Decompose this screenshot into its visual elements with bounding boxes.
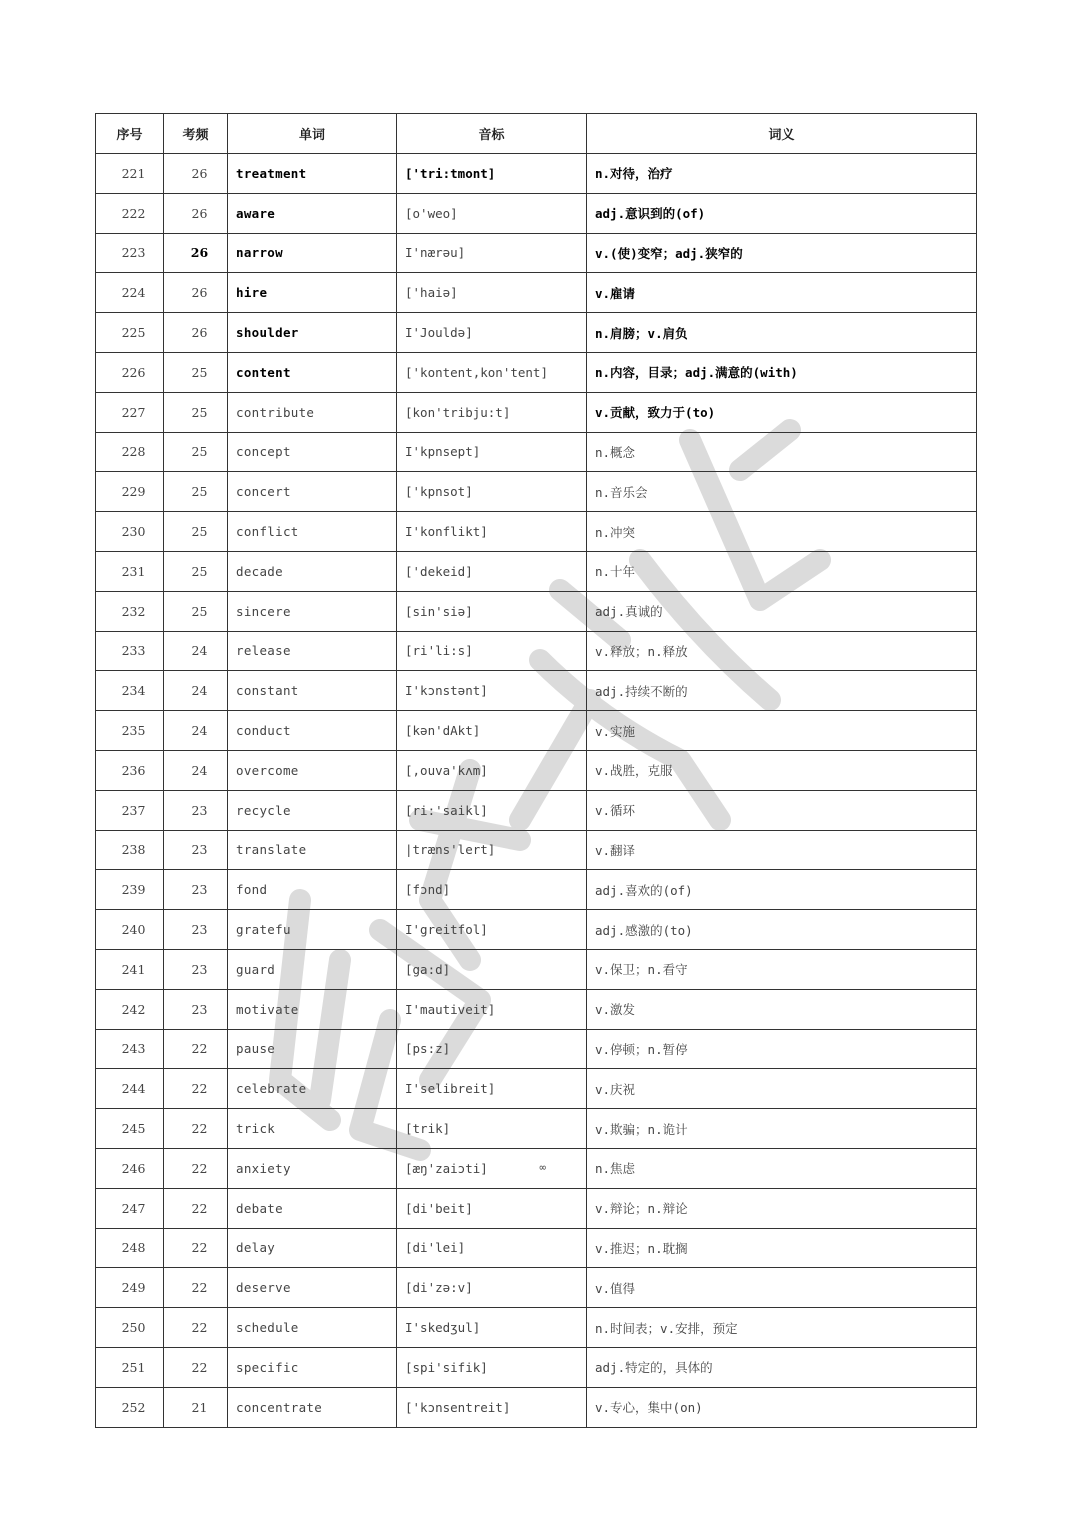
row-frequency: 25 <box>164 432 228 472</box>
header-phonetic: 音标 <box>397 114 587 154</box>
row-phonetic: [di'lei] <box>397 1228 587 1268</box>
row-index: 247 <box>96 1188 164 1228</box>
table-row <box>96 392 977 432</box>
row-meaning: adj.持续不断的 <box>587 671 977 711</box>
row-meaning: v.辩论；n.辩论 <box>587 1188 977 1228</box>
row-phonetic: [ga:d] <box>397 949 587 989</box>
row-index: 240 <box>96 910 164 950</box>
row-index: 243 <box>96 1029 164 1069</box>
table-header-row <box>96 114 977 154</box>
row-word: celebrate <box>228 1069 397 1109</box>
row-word: gratefu <box>228 910 397 950</box>
table-row <box>96 472 977 512</box>
row-meaning: v.战胜，克服 <box>587 750 977 790</box>
table-row <box>96 671 977 711</box>
row-frequency: 24 <box>164 750 228 790</box>
row-index: 239 <box>96 870 164 910</box>
row-phonetic: I'nærəu] <box>397 233 587 273</box>
row-frequency: 22 <box>164 1148 228 1188</box>
row-phonetic: I'selibreit] <box>397 1069 587 1109</box>
row-word: trick <box>228 1109 397 1149</box>
row-meaning: v.雇请 <box>587 273 977 313</box>
table-row <box>96 830 977 870</box>
row-phonetic: [trik] <box>397 1109 587 1149</box>
table-row <box>96 352 977 392</box>
row-phonetic: [di'beit] <box>397 1188 587 1228</box>
row-meaning: v.保卫；n.看守 <box>587 949 977 989</box>
row-index: 237 <box>96 790 164 830</box>
row-meaning: v.推迟；n.耽搁 <box>587 1228 977 1268</box>
row-word: recycle <box>228 790 397 830</box>
row-word: decade <box>228 551 397 591</box>
row-word: guard <box>228 949 397 989</box>
row-index: 250 <box>96 1308 164 1348</box>
table-row <box>96 1228 977 1268</box>
row-frequency: 22 <box>164 1029 228 1069</box>
row-phonetic: |træns'lert] <box>397 830 587 870</box>
table-row <box>96 512 977 552</box>
row-word: release <box>228 631 397 671</box>
row-meaning: v.释放；n.释放 <box>587 631 977 671</box>
row-index: 230 <box>96 512 164 552</box>
row-word: fond <box>228 870 397 910</box>
row-word: motivate <box>228 989 397 1029</box>
row-index: 225 <box>96 313 164 353</box>
row-index: 246 <box>96 1148 164 1188</box>
row-index: 232 <box>96 591 164 631</box>
row-word: concentrate <box>228 1387 397 1427</box>
row-index: 227 <box>96 392 164 432</box>
table-row <box>96 432 977 472</box>
row-meaning: n.肩膀；v.肩负 <box>587 313 977 353</box>
row-word: delay <box>228 1228 397 1268</box>
row-phonetic: I'Jouldə] <box>397 313 587 353</box>
row-mark: ∞ <box>539 1160 546 1174</box>
table-row <box>96 790 977 830</box>
row-phonetic: ['kɔnsentreit] <box>397 1387 587 1427</box>
row-frequency: 24 <box>164 631 228 671</box>
row-phonetic: [fɔnd] <box>397 870 587 910</box>
row-meaning: n.音乐会 <box>587 472 977 512</box>
row-index: 231 <box>96 551 164 591</box>
row-index: 222 <box>96 193 164 233</box>
row-phonetic: [ri:'saikl] <box>397 790 587 830</box>
row-frequency: 25 <box>164 551 228 591</box>
row-meaning: n.内容，目录；adj.满意的(with) <box>587 352 977 392</box>
row-index: 248 <box>96 1228 164 1268</box>
row-frequency: 22 <box>164 1268 228 1308</box>
row-meaning: adj.意识到的(of) <box>587 193 977 233</box>
row-meaning: v.翻译 <box>587 830 977 870</box>
row-frequency: 22 <box>164 1347 228 1387</box>
row-frequency: 23 <box>164 989 228 1029</box>
table-row <box>96 1109 977 1149</box>
table-row <box>96 154 977 194</box>
row-index: 233 <box>96 631 164 671</box>
row-meaning: v.循环 <box>587 790 977 830</box>
row-phonetic: [kən'dAkt] <box>397 711 587 751</box>
row-frequency: 25 <box>164 472 228 512</box>
row-meaning: n.冲突 <box>587 512 977 552</box>
row-phonetic: ['kontent,kon'tent] <box>397 352 587 392</box>
row-index: 224 <box>96 273 164 313</box>
row-phonetic: I'konflikt] <box>397 512 587 552</box>
row-word: content <box>228 352 397 392</box>
row-frequency: 23 <box>164 910 228 950</box>
table-row <box>96 1308 977 1348</box>
row-frequency: 21 <box>164 1387 228 1427</box>
row-frequency: 25 <box>164 392 228 432</box>
row-phonetic: [ri'li:s] <box>397 631 587 671</box>
row-word: schedule <box>228 1308 397 1348</box>
header-index: 序号 <box>96 114 164 154</box>
row-frequency: 22 <box>164 1308 228 1348</box>
row-frequency: 23 <box>164 949 228 989</box>
row-phonetic: I'kpnsept] <box>397 432 587 472</box>
row-phonetic: I'mautiveit] <box>397 989 587 1029</box>
row-frequency: 26 <box>164 313 228 353</box>
row-index: 223 <box>96 233 164 273</box>
row-meaning: v.专心，集中(on) <box>587 1387 977 1427</box>
row-word: conflict <box>228 512 397 552</box>
row-word: conduct <box>228 711 397 751</box>
table-row <box>96 1029 977 1069</box>
table-row <box>96 551 977 591</box>
row-word: specific <box>228 1347 397 1387</box>
vocabulary-table <box>95 113 977 1428</box>
table-body <box>96 154 977 1428</box>
row-frequency: 26 <box>164 193 228 233</box>
row-meaning: v.欺骗；n.诡计 <box>587 1109 977 1149</box>
table-row <box>96 1069 977 1109</box>
row-word: anxiety <box>228 1148 397 1188</box>
table-row <box>96 1268 977 1308</box>
row-phonetic: ['tri:tmont] <box>397 154 587 194</box>
row-meaning: v.贡献，致力于(to) <box>587 392 977 432</box>
row-word: constant <box>228 671 397 711</box>
row-meaning: n.概念 <box>587 432 977 472</box>
row-phonetic: I'kɔnstənt] <box>397 671 587 711</box>
row-index: 251 <box>96 1347 164 1387</box>
row-word: hire <box>228 273 397 313</box>
row-phonetic: [ps:z] <box>397 1029 587 1069</box>
row-word: overcome <box>228 750 397 790</box>
row-index: 238 <box>96 830 164 870</box>
row-meaning: n.对待，治疗 <box>587 154 977 194</box>
table-row <box>96 870 977 910</box>
row-word: shoulder <box>228 313 397 353</box>
row-phonetic: [di'zə:v] <box>397 1268 587 1308</box>
row-phonetic: [o'weo] <box>397 193 587 233</box>
header-word: 单词 <box>228 114 397 154</box>
row-meaning: adj.特定的，具体的 <box>587 1347 977 1387</box>
table-row <box>96 989 977 1029</box>
row-phonetic: [,ouva'kʌm] <box>397 750 587 790</box>
row-frequency: 23 <box>164 790 228 830</box>
row-word: deserve <box>228 1268 397 1308</box>
table-row <box>96 591 977 631</box>
row-meaning: adj.喜欢的(of) <box>587 870 977 910</box>
row-index: 249 <box>96 1268 164 1308</box>
row-meaning: adj.感激的(to) <box>587 910 977 950</box>
row-phonetic: [spi'sifik] <box>397 1347 587 1387</box>
row-phonetic: ['dekeid] <box>397 551 587 591</box>
row-word: contribute <box>228 392 397 432</box>
row-frequency: 26 <box>164 273 228 313</box>
row-frequency: 25 <box>164 591 228 631</box>
row-meaning: v.值得 <box>587 1268 977 1308</box>
row-frequency: 26 <box>164 154 228 194</box>
table-row <box>96 949 977 989</box>
row-phonetic: I'greitfol] <box>397 910 587 950</box>
table-row <box>96 233 977 273</box>
row-index: 234 <box>96 671 164 711</box>
row-index: 241 <box>96 949 164 989</box>
table-row <box>96 1347 977 1387</box>
row-frequency: 22 <box>164 1188 228 1228</box>
row-word: translate <box>228 830 397 870</box>
table-row <box>96 1148 977 1188</box>
row-word: aware <box>228 193 397 233</box>
table-row <box>96 711 977 751</box>
row-frequency: 24 <box>164 671 228 711</box>
row-meaning: n.十年 <box>587 551 977 591</box>
row-frequency: 25 <box>164 352 228 392</box>
row-meaning: v.实施 <box>587 711 977 751</box>
row-index: 221 <box>96 154 164 194</box>
row-word: narrow <box>228 233 397 273</box>
row-frequency: 26 <box>164 233 228 273</box>
header-frequency: 考频 <box>164 114 228 154</box>
table-row <box>96 1387 977 1427</box>
row-meaning: v.庆祝 <box>587 1069 977 1109</box>
header-meaning: 词义 <box>587 114 977 154</box>
row-index: 235 <box>96 711 164 751</box>
row-phonetic: ['haiə] <box>397 273 587 313</box>
row-word: pause <box>228 1029 397 1069</box>
row-frequency: 23 <box>164 830 228 870</box>
row-phonetic: ['kpnsot] <box>397 472 587 512</box>
row-meaning: adj.真诚的 <box>587 591 977 631</box>
row-phonetic: [kon'tribju:t] <box>397 392 587 432</box>
row-meaning: v.激发 <box>587 989 977 1029</box>
table-row <box>96 1188 977 1228</box>
row-phonetic: I'skedʒul] <box>397 1308 587 1348</box>
row-index: 245 <box>96 1109 164 1149</box>
row-index: 242 <box>96 989 164 1029</box>
row-frequency: 22 <box>164 1228 228 1268</box>
row-index: 229 <box>96 472 164 512</box>
row-word: debate <box>228 1188 397 1228</box>
row-frequency: 25 <box>164 512 228 552</box>
row-phonetic <box>397 1148 587 1188</box>
table-row <box>96 273 977 313</box>
row-index: 244 <box>96 1069 164 1109</box>
row-index: 226 <box>96 352 164 392</box>
table-row <box>96 313 977 353</box>
row-frequency: 22 <box>164 1109 228 1149</box>
row-frequency: 22 <box>164 1069 228 1109</box>
row-meaning: n.焦虑 <box>587 1148 977 1188</box>
row-word: concert <box>228 472 397 512</box>
row-word: concept <box>228 432 397 472</box>
row-index: 236 <box>96 750 164 790</box>
row-frequency: 23 <box>164 870 228 910</box>
row-index: 228 <box>96 432 164 472</box>
row-phonetic: [sin'siə] <box>397 591 587 631</box>
row-word: treatment <box>228 154 397 194</box>
row-frequency: 24 <box>164 711 228 751</box>
row-meaning: v.(使)变窄；adj.狭窄的 <box>587 233 977 273</box>
row-meaning: n.时间表；v.安排，预定 <box>587 1308 977 1348</box>
table-row <box>96 910 977 950</box>
row-word: sincere <box>228 591 397 631</box>
row-phonetic-text: [æŋ'zaiɔti] <box>405 1160 488 1176</box>
row-index: 252 <box>96 1387 164 1427</box>
row-meaning: v.停顿；n.暂停 <box>587 1029 977 1069</box>
table-row <box>96 193 977 233</box>
table-row <box>96 750 977 790</box>
table-row <box>96 631 977 671</box>
